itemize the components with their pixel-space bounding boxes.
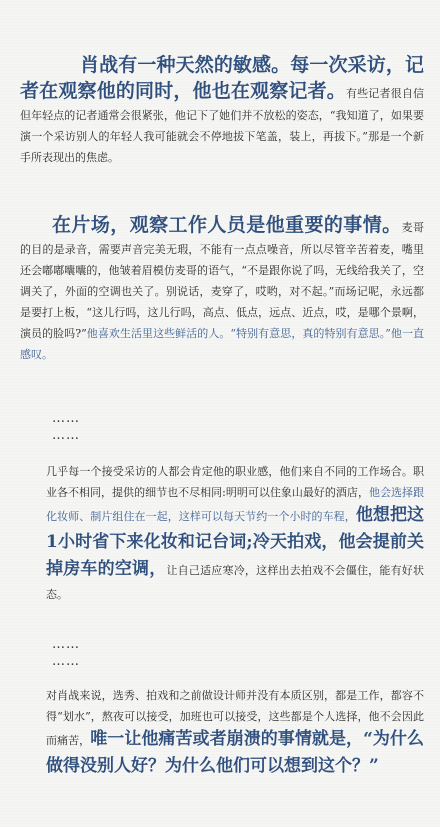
ellipsis: …… (52, 411, 80, 426)
body-text: 对肖战来说，选秀、拍戏和之前做设计师并没有本质区别，都是工作，都容不得“划水”，熬夜可以接受，加班也可以接受，这些都是个人选择，他不会因此而痛苦， (46, 689, 424, 747)
paragraph-film-set (20, 212, 424, 364)
body-text: 麦哥的目的是录音，需要声音完美无瑕，不能有一点点噪音，所以尽管辛苦着麦，嘴里还会嘟嘟囔囔的，他皱着眉模仿麦哥的语气，“不是跟你说了吗，无线给我关了，空调关了，外面的空调也关了。别说话，麦穿了，哎哟，对不起。”而场记呢，永远都是要打上板，“这儿行吗，这儿行吗，高点、低点，远点、近点，哎，是哪个景啊，演员的脸吗?” (20, 221, 424, 340)
ellipsis: …… (52, 428, 80, 443)
emphasis-text: 肖战有一种天然的敏感。每一次采访，记者在观察他的同时，他也在观察记者。 (20, 54, 424, 102)
highlight-text: 他会选择跟化妆师、制片组住在一起，这样可以每天节约一个小时的车程， (46, 486, 424, 523)
ellipsis: …… (52, 654, 80, 669)
body-text: 几乎每一个接受采访的人都会肯定他的职业感，他们来自不同的工作场合。职业各不相同，提供的细节也不尽相同:明明可以住象山最好的酒店， (46, 465, 424, 499)
ellipsis: …… (52, 637, 80, 652)
paragraph-sensitivity (20, 52, 424, 167)
body-text: 让自己适应寒冷，这样出去拍戏不会僵住，能有好状态。 (46, 564, 425, 601)
highlight-text: 他喜欢生活里这些鲜活的人。“特别有意思，真的特别有意思。”他一直感叹。 (20, 327, 424, 361)
emphasis-text: 他想把这1小时省下来化妆和记台词;冷天拍戏，他会提前关掉房车的空调， (46, 505, 425, 579)
emphasis-text: 在片场，观察工作人员是他重要的事情。 (52, 214, 402, 236)
body-text: 有些记者很自信但年轻点的记者通常会很紧张，他记下了她们并不放松的姿态，“我知道了，如果要演一个采访别人的年轻人我可能就会不停地拔下笔盖，装上，再拔下。”那是一个新手所表现出的焦虑。 (20, 87, 424, 164)
emphasis-text: 唯一让他痛苦或者崩溃的事情就是，“为什么做得没别人好？为什么他们可以想到这个？” (46, 729, 425, 776)
paragraph-work-attitude (46, 684, 424, 780)
paragraph-professionalism (46, 460, 424, 604)
